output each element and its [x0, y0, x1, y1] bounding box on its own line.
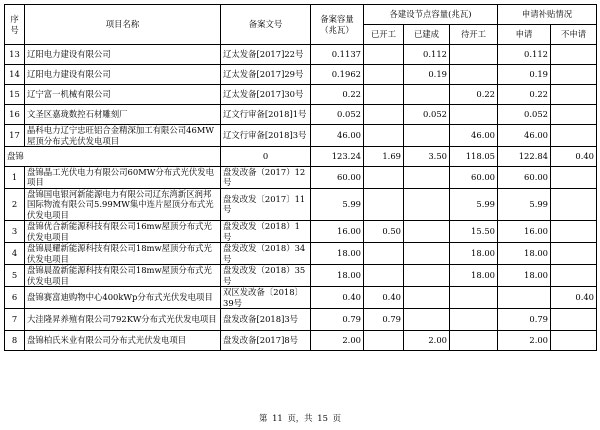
cell-built [404, 287, 450, 309]
cell-project-name: 大洼隆昇养殖有限公司792KW分布式光伏发电项目 [25, 309, 221, 331]
header-apply: 申请 [498, 25, 551, 45]
cell-pending [450, 105, 498, 125]
project-table [4, 4, 597, 351]
cell-record-no: 辽文行审备[2018]3号 [221, 125, 311, 147]
cell-project-name: 盘锦晨耀新能源科技有限公司18mw屋顶分布式光伏发电项目 [25, 243, 221, 265]
cell-seq: 4 [5, 243, 25, 265]
table-row [5, 309, 597, 331]
cell-apply [498, 287, 551, 309]
cell-no-apply [551, 309, 597, 331]
header-subsidy-group: 申请补贴情况 [498, 5, 597, 25]
header-pending: 待开工 [450, 25, 498, 45]
cell-seq: 14 [5, 65, 25, 85]
cell-no-apply [551, 243, 597, 265]
cell-started: 0.40 [364, 287, 404, 309]
header-seq: 序号 [5, 5, 25, 45]
cell-pending: 18.00 [450, 265, 498, 287]
cell-record-no: 双区发改备〔2018〕39号 [221, 287, 311, 309]
cell-pending: 0.22 [450, 85, 498, 105]
cell-capacity: 16.00 [311, 221, 364, 243]
cell-apply: 0.052 [498, 105, 551, 125]
cell-capacity: 5.99 [311, 188, 364, 220]
cell-project-name: 文圣区嘉珑数控石材雕刻厂 [25, 105, 221, 125]
cell-seq: 8 [5, 331, 25, 351]
group-apply: 122.84 [498, 147, 551, 167]
cell-pending [450, 45, 498, 65]
cell-built [404, 167, 450, 189]
cell-project-name: 晶科电力辽宁忠旺铝合金精深加工有限公司46MW屋顶分布式光伏发电项目 [25, 125, 221, 147]
cell-started [364, 188, 404, 220]
table-row [5, 221, 597, 243]
cell-built [404, 188, 450, 220]
cell-no-apply [551, 125, 597, 147]
cell-capacity: 0.1962 [311, 65, 364, 85]
cell-apply: 60.00 [498, 167, 551, 189]
cell-record-no: 辽太发备[2017]29号 [221, 65, 311, 85]
cell-apply: 18.00 [498, 265, 551, 287]
table-row [5, 188, 597, 220]
cell-seq: 5 [5, 265, 25, 287]
cell-built [404, 309, 450, 331]
cell-seq: 6 [5, 287, 25, 309]
cell-project-name: 盘锦国电银河新能源电力有限公司辽东湾新区润邦国际物流有限公司5.99MW集中连片屋顶分布式光伏发电项目 [25, 188, 221, 220]
table-row [5, 287, 597, 309]
cell-pending [450, 65, 498, 85]
group-row [5, 147, 597, 167]
cell-capacity: 0.052 [311, 105, 364, 125]
table-row [5, 65, 597, 85]
cell-seq: 2 [5, 188, 25, 220]
cell-apply: 0.22 [498, 85, 551, 105]
cell-apply: 5.99 [498, 188, 551, 220]
cell-pending [450, 287, 498, 309]
cell-pending [450, 309, 498, 331]
table-row [5, 265, 597, 287]
cell-started [364, 65, 404, 85]
cell-record-no: 盘发改备[2017]8号 [221, 331, 311, 351]
table-row [5, 45, 597, 65]
cell-record-no: 盘发改备（2017）12号 [221, 167, 311, 189]
cell-pending: 5.99 [450, 188, 498, 220]
cell-project-name: 辽宁富一机械有限公司 [25, 85, 221, 105]
group-capacity: 123.24 [311, 147, 364, 167]
cell-capacity: 18.00 [311, 243, 364, 265]
cell-seq: 16 [5, 105, 25, 125]
cell-no-apply: 0.40 [551, 287, 597, 309]
footer-prefix: 第 [259, 413, 268, 423]
table-body-bottom [5, 167, 597, 351]
cell-built [404, 221, 450, 243]
cell-seq: 1 [5, 167, 25, 189]
cell-project-name: 盘锦晨盈新能源科技有限公司18mw屋顶分布式光伏发电项目 [25, 265, 221, 287]
cell-project-name: 盘锦赛富迪购物中心400kWp分布式光伏发电项目 [25, 287, 221, 309]
cell-project-name: 辽阳电力建设有限公司 [25, 45, 221, 65]
table-row [5, 331, 597, 351]
cell-record-no: 辽太发备[2017]22号 [221, 45, 311, 65]
cell-built [404, 85, 450, 105]
cell-record-no: 盘发改发（2018）1号 [221, 221, 311, 243]
cell-project-name: 盘锦晶工光伏电力有限公司60MW分布式光伏发电项目 [25, 167, 221, 189]
cell-seq: 3 [5, 221, 25, 243]
cell-record-no: 辽文行审备[2018]1号 [221, 105, 311, 125]
footer-suffix: 页 [332, 413, 341, 423]
table-body-top [5, 45, 597, 147]
table-row [5, 243, 597, 265]
group-subtotal [5, 147, 597, 167]
cell-seq: 7 [5, 309, 25, 331]
cell-no-apply [551, 105, 597, 125]
group-built: 3.50 [404, 147, 450, 167]
cell-capacity: 0.79 [311, 309, 364, 331]
cell-apply: 16.00 [498, 221, 551, 243]
group-pending: 118.05 [450, 147, 498, 167]
cell-no-apply [551, 65, 597, 85]
cell-pending: 18.00 [450, 243, 498, 265]
cell-record-no: 盘发改发〔2017〕11号 [221, 188, 311, 220]
page-footer [0, 412, 600, 424]
cell-capacity: 0.40 [311, 287, 364, 309]
cell-started [364, 167, 404, 189]
cell-record-no: 盘发改发（2018）34号 [221, 243, 311, 265]
table-row [5, 125, 597, 147]
cell-no-apply [551, 45, 597, 65]
cell-pending: 15.50 [450, 221, 498, 243]
cell-built: 0.112 [404, 45, 450, 65]
cell-capacity: 0.22 [311, 85, 364, 105]
header-project-name: 项目名称 [25, 5, 221, 45]
cell-built: 2.00 [404, 331, 450, 351]
header-progress-group: 各建设节点容量(兆瓦) [364, 5, 498, 25]
cell-no-apply [551, 331, 597, 351]
document-sheet [4, 4, 597, 351]
cell-project-name: 辽阳电力建设有限公司 [25, 65, 221, 85]
table-row [5, 167, 597, 189]
cell-started [364, 105, 404, 125]
cell-started: 0.50 [364, 221, 404, 243]
header-no-apply: 不申请 [551, 25, 597, 45]
cell-no-apply [551, 167, 597, 189]
cell-built [404, 125, 450, 147]
cell-project-name: 盘锦柏氏米业有限公司分布式光伏发电项目 [25, 331, 221, 351]
cell-capacity: 60.00 [311, 167, 364, 189]
cell-seq: 17 [5, 125, 25, 147]
cell-seq: 15 [5, 85, 25, 105]
cell-record-no: 盘发改备[2018]3号 [221, 309, 311, 331]
cell-capacity: 18.00 [311, 265, 364, 287]
cell-no-apply [551, 188, 597, 220]
page-total: 15 [317, 413, 328, 423]
cell-capacity: 2.00 [311, 331, 364, 351]
cell-project-name: 盘锦优合新能源科技有限公司16mw屋顶分布式光伏发电项目 [25, 221, 221, 243]
cell-apply: 46.00 [498, 125, 551, 147]
cell-apply: 0.112 [498, 45, 551, 65]
cell-apply: 2.00 [498, 331, 551, 351]
cell-capacity: 46.00 [311, 125, 364, 147]
cell-built: 0.19 [404, 65, 450, 85]
group-count: 0 [221, 147, 311, 167]
cell-started [364, 331, 404, 351]
cell-started [364, 243, 404, 265]
cell-pending: 46.00 [450, 125, 498, 147]
cell-started [364, 265, 404, 287]
cell-built [404, 243, 450, 265]
cell-capacity: 0.1137 [311, 45, 364, 65]
cell-started [364, 45, 404, 65]
cell-apply: 0.19 [498, 65, 551, 85]
cell-started: 0.79 [364, 309, 404, 331]
header-capacity: 备案容量（兆瓦） [311, 5, 364, 45]
header-started: 已开工 [364, 25, 404, 45]
footer-mid: 页，共 [287, 413, 313, 423]
cell-record-no: 盘发改发（2018）35号 [221, 265, 311, 287]
header-record-no: 备案文号 [221, 5, 311, 45]
cell-record-no: 辽太发备[2017]30号 [221, 85, 311, 105]
cell-pending [450, 331, 498, 351]
cell-pending: 60.00 [450, 167, 498, 189]
group-no-apply: 0.40 [551, 147, 597, 167]
cell-no-apply [551, 221, 597, 243]
cell-started [364, 125, 404, 147]
cell-built: 0.052 [404, 105, 450, 125]
table-row [5, 85, 597, 105]
header-built: 已建成 [404, 25, 450, 45]
cell-apply: 18.00 [498, 243, 551, 265]
cell-apply: 0.79 [498, 309, 551, 331]
cell-started [364, 85, 404, 105]
group-name: 盘锦 [5, 147, 221, 167]
cell-built [404, 265, 450, 287]
page-number: 11 [272, 413, 283, 423]
cell-no-apply [551, 265, 597, 287]
group-started: 1.69 [364, 147, 404, 167]
cell-no-apply [551, 85, 597, 105]
cell-seq: 13 [5, 45, 25, 65]
table-row [5, 105, 597, 125]
